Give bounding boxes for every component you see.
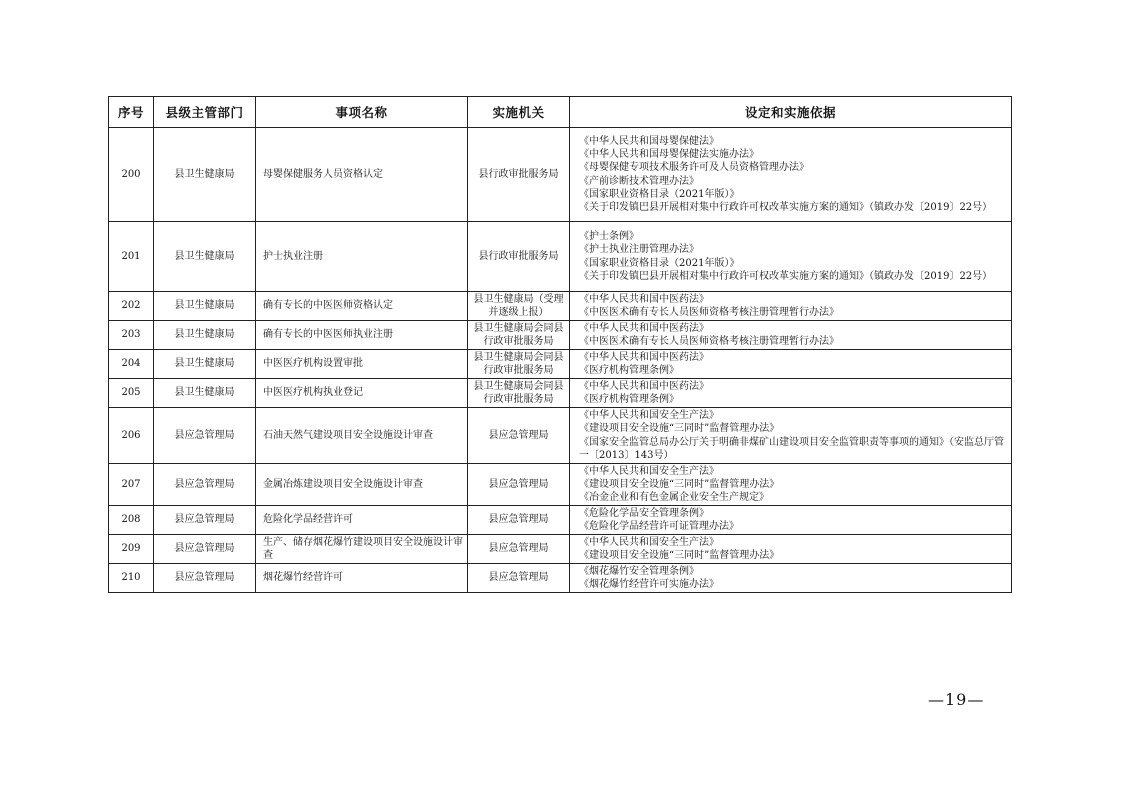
row-department: 县卫生健康局 <box>154 350 256 379</box>
row-agency: 县卫生健康局会同县行政审批服务局 <box>468 321 570 350</box>
basis-line: 《烟花爆竹经营许可实施办法》 <box>579 579 719 590</box>
row-department: 县应急管理局 <box>154 464 256 506</box>
row-agency: 县行政审批服务局 <box>468 222 570 292</box>
table-row <box>109 564 1012 593</box>
basis-line: 《关于印发镇巴县开展相对集中行政许可权改革实施方案的通知》（镇政办发〔2019〕22号） <box>579 270 993 282</box>
row-seq-no: 203 <box>109 321 154 350</box>
row-agency: 县应急管理局 <box>468 535 570 564</box>
row-legal-basis <box>570 292 1012 321</box>
basis-line: 《中华人民共和国安全生产法》 <box>579 410 719 422</box>
row-legal-basis <box>570 506 1012 535</box>
row-legal-basis <box>570 564 1012 593</box>
table-row <box>109 379 1012 408</box>
row-item-name: 中医医疗机构设置审批 <box>256 350 468 379</box>
basis-line: 《冶金企业和有色金属企业安全生产规定》 <box>579 492 769 504</box>
basis-line: 《危险化学品安全管理条例》 <box>579 507 709 519</box>
table-row <box>109 321 1012 350</box>
header-item-name: 事项名称 <box>256 97 468 128</box>
table-row <box>109 128 1012 222</box>
row-agency: 县应急管理局 <box>468 564 570 593</box>
row-seq-no: 201 <box>109 222 154 292</box>
row-seq-no: 202 <box>109 292 154 321</box>
basis-line: 《建设项目安全设施“三同时”监督管理办法》 <box>579 478 780 490</box>
row-item-name: 确有专长的中医医师执业注册 <box>256 321 468 350</box>
approval-items-table <box>108 96 1012 593</box>
page-number: —19— <box>928 690 985 709</box>
header-seq-no: 序号 <box>109 97 154 128</box>
row-seq-no: 208 <box>109 506 154 535</box>
table-body <box>109 128 1012 593</box>
basis-line: 《烟花爆竹安全管理条例》 <box>579 565 699 577</box>
row-legal-basis <box>570 222 1012 292</box>
basis-line: 《护士执业注册管理办法》 <box>579 244 699 256</box>
row-legal-basis <box>570 408 1012 464</box>
table-row <box>109 222 1012 292</box>
table-row <box>109 292 1012 321</box>
row-agency: 县卫生健康局会同县行政审批服务局 <box>468 379 570 408</box>
row-agency: 县卫生健康局（受理并逐级上报） <box>468 292 570 321</box>
basis-line: 《护士条例》 <box>579 231 639 243</box>
basis-line: 《关于印发镇巴县开展相对集中行政许可权改革实施方案的通知》（镇政办发〔2019〕22号） <box>579 201 993 213</box>
row-item-name: 危险化学品经营许可 <box>256 506 468 535</box>
row-item-name: 确有专长的中医医师资格认定 <box>256 292 468 321</box>
row-seq-no: 206 <box>109 408 154 464</box>
basis-line: 《中华人民共和国安全生产法》 <box>579 465 719 477</box>
row-seq-no: 210 <box>109 564 154 593</box>
row-department: 县卫生健康局 <box>154 379 256 408</box>
table-row <box>109 464 1012 506</box>
row-agency: 县应急管理局 <box>468 506 570 535</box>
basis-line: 《母婴保健专项技术服务许可及人员资格管理办法》 <box>579 162 809 174</box>
row-legal-basis <box>570 464 1012 506</box>
row-agency: 县行政审批服务局 <box>468 128 570 222</box>
row-seq-no: 207 <box>109 464 154 506</box>
basis-line: 《中华人民共和国中医药法》 <box>579 351 709 363</box>
header-legal-basis: 设定和实施依据 <box>570 97 1012 128</box>
basis-line: 《医疗机构管理条例》 <box>579 365 679 376</box>
row-item-name: 母婴保健服务人员资格认定 <box>256 128 468 222</box>
row-item-name: 石油天然气建设项目安全设施设计审查 <box>256 408 468 464</box>
row-seq-no: 204 <box>109 350 154 379</box>
basis-line: 《中医医术确有专长人员医师资格考核注册管理暂行办法》 <box>579 307 839 318</box>
basis-line: 《建设项目安全设施“三同时”监督管理办法》 <box>579 423 780 435</box>
header-agency: 实施机关 <box>468 97 570 128</box>
basis-line: 《建设项目安全设施“三同时”监督管理办法》 <box>579 550 780 561</box>
row-agency: 县卫生健康局会同县行政审批服务局 <box>468 350 570 379</box>
basis-line: 《中华人民共和国母婴保健法实施办法》 <box>579 149 759 161</box>
row-department: 县应急管理局 <box>154 564 256 593</box>
basis-line: 《国家安全监管总局办公厅关于明确非煤矿山建设项目安全监管职责等事项的通知》（安监总厅管一〔2013〕143号） <box>579 436 1004 461</box>
row-agency: 县应急管理局 <box>468 464 570 506</box>
row-department: 县应急管理局 <box>154 408 256 464</box>
basis-line: 《中华人民共和国安全生产法》 <box>579 536 719 548</box>
row-agency: 县应急管理局 <box>468 408 570 464</box>
row-item-name: 烟花爆竹经营许可 <box>256 564 468 593</box>
table-row <box>109 350 1012 379</box>
basis-line: 《中医医术确有专长人员医师资格考核注册管理暂行办法》 <box>579 336 839 347</box>
row-legal-basis <box>570 379 1012 408</box>
table-row <box>109 535 1012 564</box>
row-legal-basis <box>570 350 1012 379</box>
row-seq-no: 209 <box>109 535 154 564</box>
basis-line: 《中华人民共和国中医药法》 <box>579 380 709 392</box>
row-legal-basis <box>570 321 1012 350</box>
row-seq-no: 205 <box>109 379 154 408</box>
basis-line: 《国家职业资格目录（2021年版）》 <box>579 188 740 200</box>
row-department: 县卫生健康局 <box>154 222 256 292</box>
row-department: 县卫生健康局 <box>154 292 256 321</box>
table-row <box>109 408 1012 464</box>
basis-line: 《产前诊断技术管理办法》 <box>579 175 699 187</box>
header-department: 县级主管部门 <box>154 97 256 128</box>
row-seq-no: 200 <box>109 128 154 222</box>
row-department: 县卫生健康局 <box>154 321 256 350</box>
row-item-name: 金属冶炼建设项目安全设施设计审查 <box>256 464 468 506</box>
row-department: 县卫生健康局 <box>154 128 256 222</box>
row-department: 县应急管理局 <box>154 506 256 535</box>
table-row <box>109 506 1012 535</box>
basis-line: 《医疗机构管理条例》 <box>579 394 679 405</box>
basis-line: 《中华人民共和国中医药法》 <box>579 322 709 334</box>
table-header-row <box>109 97 1012 128</box>
row-item-name: 生产、储存烟花爆竹建设项目安全设施设计审查 <box>256 535 468 564</box>
row-legal-basis <box>570 535 1012 564</box>
row-legal-basis <box>570 128 1012 222</box>
basis-line: 《中华人民共和国母婴保健法》 <box>579 135 719 147</box>
basis-line: 《危险化学品经营许可证管理办法》 <box>579 521 739 532</box>
row-item-name: 护士执业注册 <box>256 222 468 292</box>
basis-line: 《国家职业资格目录（2021年版）》 <box>579 257 740 269</box>
row-department: 县应急管理局 <box>154 535 256 564</box>
row-item-name: 中医医疗机构执业登记 <box>256 379 468 408</box>
basis-line: 《中华人民共和国中医药法》 <box>579 293 709 305</box>
